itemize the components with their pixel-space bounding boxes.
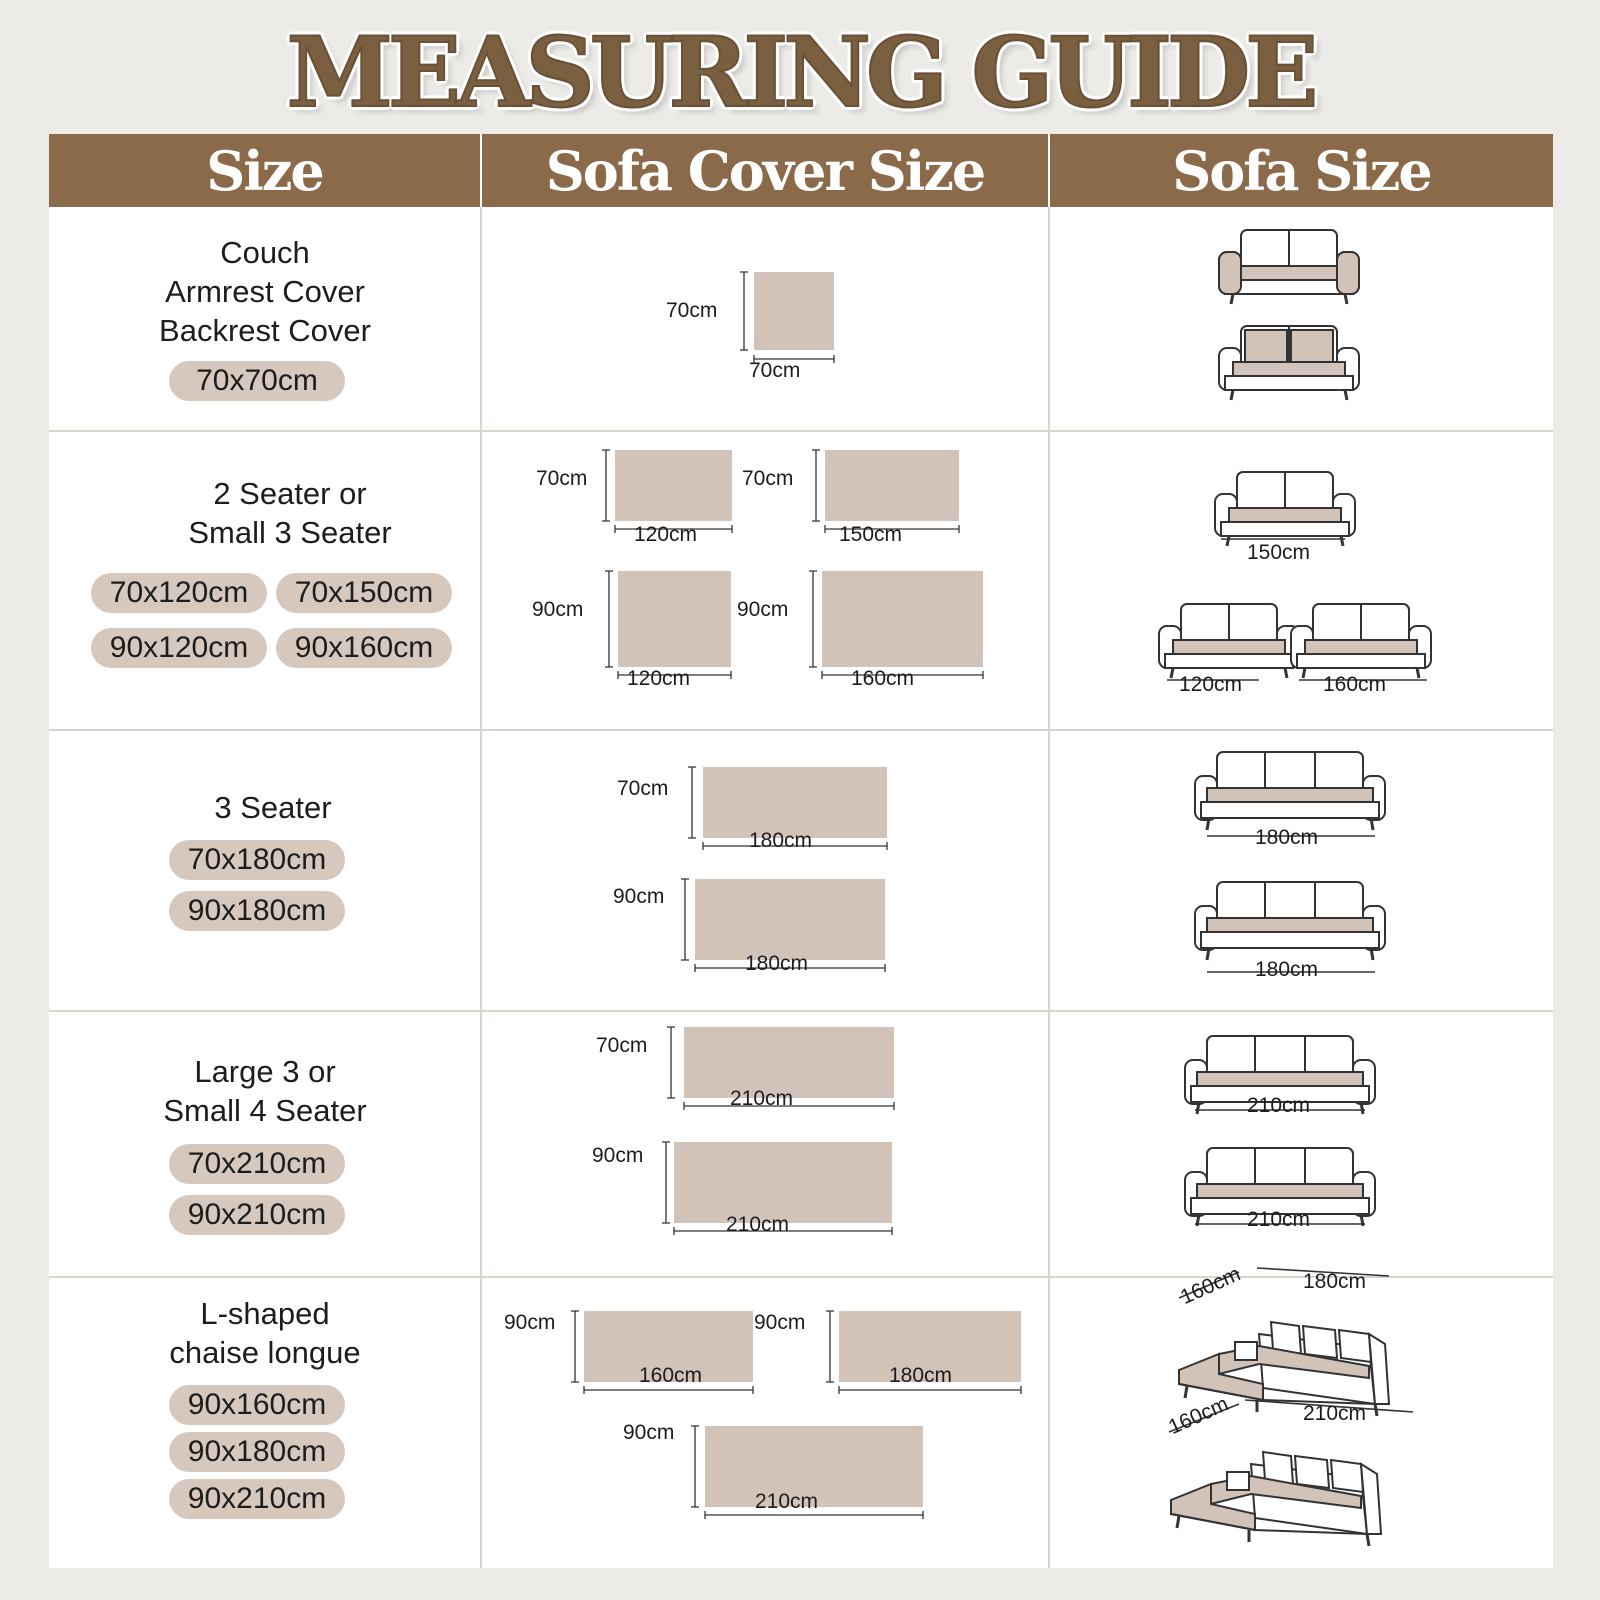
size-label: 2 Seater or Small 3 Seater [188,476,392,550]
size-pill: 70x180cm [169,840,345,880]
dim-line [602,450,610,521]
cover-height-label: 70cm [666,299,718,322]
dim-line [667,1027,675,1098]
cover-rect [825,450,959,521]
sofa-width-label: 160cm [1323,673,1387,696]
cover-width-label: 120cm [634,523,698,546]
size-pill: 90x180cm [169,1432,345,1472]
sofa-depth-label: 160cm [1165,1392,1232,1440]
dim-line [681,879,689,960]
size-pill: 90x160cm [169,1385,345,1425]
size-label: 3 Seater [214,790,332,825]
size-pill: 90x160cm [276,628,452,668]
cover-height-label: 90cm [613,885,665,908]
backrest-highlight [1245,330,1287,362]
sofa-backrest-icon [1219,326,1359,400]
sofa-3-seater-icon [1195,882,1385,960]
armrest-highlight [1219,252,1241,294]
dim-line [662,1142,670,1223]
dim-line [809,571,817,667]
size-pill: 70x150cm [276,573,452,613]
sofa-width-label: 180cm [1255,958,1319,981]
cover-height-label: 70cm [742,467,794,490]
cover-height-label: 90cm [532,598,584,621]
size-label: Large 3 or Small 4 Seater [163,1054,367,1128]
cover-height-label: 90cm [737,598,789,621]
page-title: MEASURING GUIDE [286,16,1314,129]
cover-width-label: 150cm [839,523,903,546]
dim-line [691,1426,699,1507]
dim-line [826,1311,834,1382]
sofa-depth-label: 160cm [1177,1262,1244,1310]
dim-line [571,1311,579,1382]
size-label: L-shaped chaise longue [169,1296,361,1370]
dim-line [688,767,696,838]
cover-height-label: 90cm [623,1421,675,1444]
sofa-width-label: 210cm [1247,1094,1311,1117]
size-pill: 90x210cm [169,1479,345,1519]
cover-height-label: 70cm [536,467,588,490]
cover-height-label: 70cm [617,777,669,800]
cover-width-label: 160cm [639,1364,703,1387]
measuring-table [49,134,1553,1568]
cover-height-label: 90cm [504,1311,556,1334]
dim-line [605,571,613,667]
cover-width-label: 210cm [726,1213,790,1236]
cover-width-label: 180cm [745,952,809,975]
sofa-l-shaped-icon [1171,1452,1381,1546]
cover-rect [618,571,731,667]
sofa-width-label: 150cm [1247,541,1311,564]
armrest-highlight [1337,252,1359,294]
sofa-2-seater-icon [1215,472,1355,546]
sofa-2-seater-icon [1291,604,1431,678]
cover-rect [695,879,885,960]
cover-rect [822,571,983,667]
cover-width-label: 180cm [749,829,813,852]
cover-width-label: 70cm [749,359,801,382]
size-pill: 90x180cm [169,891,345,931]
cover-rect [754,272,834,350]
cover-height-label: 70cm [596,1034,648,1057]
cover-rect [674,1142,892,1223]
size-pill: 70x70cm [169,361,345,401]
cover-rect [615,450,732,521]
cover-height-label: 90cm [754,1311,806,1334]
cover-width-label: 180cm [889,1364,953,1387]
cover-width-label: 210cm [730,1087,794,1110]
dim-line [740,272,748,350]
cover-height-label: 90cm [592,1144,644,1167]
cover-width-label: 120cm [627,667,691,690]
header-cover-size: Sofa Cover Size [482,134,1048,207]
sofa-3-seater-icon [1195,752,1385,830]
size-pill: 70x210cm [169,1144,345,1184]
dim-line [812,450,820,521]
backrest-highlight [1291,330,1333,362]
size-pill: 90x120cm [91,628,267,668]
cover-width-label: 160cm [851,667,915,690]
cover-width-label: 210cm [755,1490,819,1513]
sofa-width-label: 210cm [1247,1208,1311,1231]
size-pill: 70x120cm [91,573,267,613]
sofa-width-label: 180cm [1303,1270,1367,1293]
sofa-width-label: 210cm [1303,1402,1367,1425]
size-label: Couch Armrest Cover Backrest Cover [159,235,371,348]
size-pill: 90x210cm [169,1195,345,1235]
header-sofa-size: Sofa Size [1050,134,1553,207]
sofa-width-label: 120cm [1179,673,1243,696]
sofa-2-seater-icon [1159,604,1299,678]
header-size: Size [49,134,480,207]
sofa-width-label: 180cm [1255,826,1319,849]
cover-rect [703,767,887,838]
